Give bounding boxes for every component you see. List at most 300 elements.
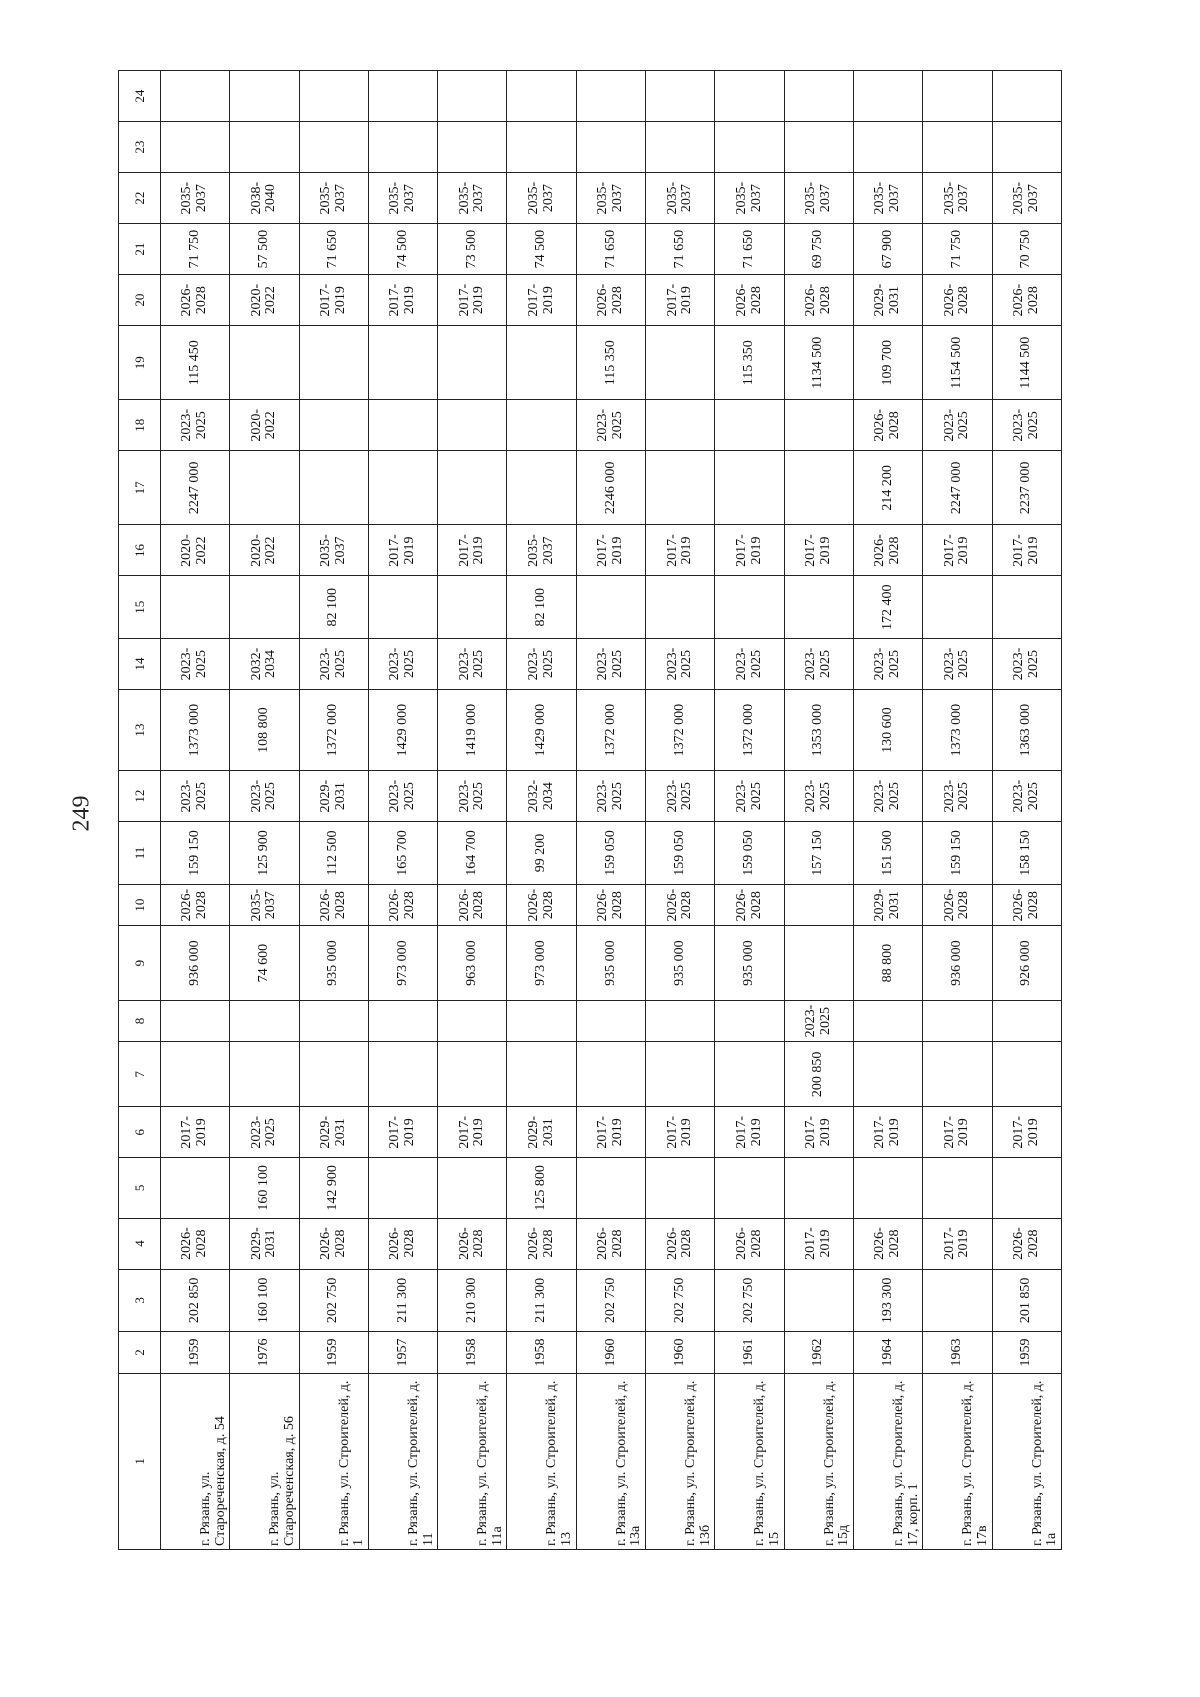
table-cell: 2026- 2028: [715, 884, 784, 926]
table-cell: 2023- 2025: [784, 1000, 853, 1042]
column-number-2: 2: [119, 1332, 161, 1374]
table-cell: 2026- 2028: [576, 1218, 645, 1269]
table-cell: 2026- 2028: [646, 1218, 715, 1269]
table-cell: 157 150: [784, 822, 853, 885]
table-cell: 973 000: [507, 926, 576, 1000]
table-cell: 2023- 2025: [784, 771, 853, 822]
table-cell: 159 050: [576, 822, 645, 885]
table-cell: [161, 1158, 230, 1218]
table-cell: 2035- 2037: [507, 173, 576, 224]
table-cell: 935 000: [715, 926, 784, 1000]
table-row: [438, 71, 507, 1550]
table-cell: 2023- 2025: [923, 400, 992, 451]
table-cell: 2035- 2037: [230, 884, 299, 926]
table-cell: 159 150: [923, 822, 992, 885]
table-cell: 2026- 2028: [784, 275, 853, 326]
table-cell: 74 500: [507, 224, 576, 275]
table-cell: 1154 500: [923, 326, 992, 400]
table-cell: [576, 1158, 645, 1218]
address-cell: г. Рязань, ул. Строителей, д. 13: [507, 1373, 576, 1549]
table-cell: 2023- 2025: [230, 771, 299, 822]
table-cell: 2035- 2037: [507, 525, 576, 576]
table-cell: [715, 451, 784, 525]
table-cell: 69 750: [784, 224, 853, 275]
table-cell: 2029- 2031: [853, 275, 922, 326]
table-cell: [576, 71, 645, 122]
column-number-4: 4: [119, 1218, 161, 1269]
table-cell: 2017- 2019: [368, 525, 437, 576]
column-number-18: 18: [119, 400, 161, 451]
table-cell: 142 900: [299, 1158, 368, 1218]
table-cell: 158 150: [992, 822, 1061, 885]
table-cell: 2029- 2031: [299, 771, 368, 822]
table-row: [230, 71, 299, 1550]
table-cell: [715, 71, 784, 122]
table-cell: 160 100: [230, 1269, 299, 1332]
address-cell: г. Рязань, ул. Старореченская, д. 56: [230, 1373, 299, 1549]
table-cell: 71 650: [576, 224, 645, 275]
table-cell: [784, 71, 853, 122]
table-cell: 2032- 2034: [230, 639, 299, 690]
table-cell: [161, 122, 230, 173]
table-cell: 2026- 2028: [576, 884, 645, 926]
table-cell: 2035- 2037: [299, 525, 368, 576]
table-cell: 2020- 2022: [161, 525, 230, 576]
table-cell: 193 300: [853, 1269, 922, 1332]
table-cell: 125 900: [230, 822, 299, 885]
table-cell: 71 650: [715, 224, 784, 275]
column-number-21: 21: [119, 224, 161, 275]
table-row: [299, 71, 368, 1550]
table-cell: [853, 1158, 922, 1218]
table-cell: [992, 1158, 1061, 1218]
table-cell: 112 500: [299, 822, 368, 885]
table-cell: [784, 1158, 853, 1218]
table-cell: 1144 500: [992, 326, 1061, 400]
column-number-5: 5: [119, 1158, 161, 1218]
column-number-1: 1: [119, 1373, 161, 1549]
table-cell: 2023- 2025: [853, 639, 922, 690]
table-cell: 2023- 2025: [230, 1107, 299, 1158]
table-cell: [438, 71, 507, 122]
table-cell: [438, 451, 507, 525]
page-number: 249: [68, 795, 95, 832]
table-cell: 2029- 2031: [299, 1107, 368, 1158]
column-number-10: 10: [119, 884, 161, 926]
table-cell: 67 900: [853, 224, 922, 275]
table-cell: 2035- 2037: [923, 173, 992, 224]
table-cell: [992, 1000, 1061, 1042]
table-cell: [507, 1042, 576, 1107]
address-cell: г. Рязань, ул. Строителей, д. 17, корп. 1: [853, 1373, 922, 1549]
table-cell: 172 400: [853, 576, 922, 639]
column-number-23: 23: [119, 122, 161, 173]
table-cell: 2023- 2025: [576, 639, 645, 690]
table-cell: 2035- 2037: [576, 173, 645, 224]
column-number-16: 16: [119, 525, 161, 576]
table-cell: [507, 400, 576, 451]
table-cell: 2026- 2028: [923, 275, 992, 326]
table-cell: 2035- 2037: [646, 173, 715, 224]
table-cell: 1959: [299, 1332, 368, 1374]
table-cell: [992, 576, 1061, 639]
table-cell: 200 850: [784, 1042, 853, 1107]
table-cell: 2017- 2019: [576, 525, 645, 576]
table-cell: [299, 326, 368, 400]
table-cell: 1134 500: [784, 326, 853, 400]
table-cell: 1372 000: [299, 690, 368, 771]
table-row: [784, 71, 853, 1550]
column-number-3: 3: [119, 1269, 161, 1332]
table-cell: [230, 576, 299, 639]
table-cell: 202 750: [646, 1269, 715, 1332]
table-cell: [576, 576, 645, 639]
table-row: [992, 71, 1061, 1550]
table-cell: 2017- 2019: [853, 1107, 922, 1158]
table-cell: [646, 1000, 715, 1042]
table-cell: 2017- 2019: [507, 275, 576, 326]
table-cell: 2026- 2028: [438, 884, 507, 926]
table-cell: 115 350: [715, 326, 784, 400]
table-cell: [299, 451, 368, 525]
table-row: [507, 71, 576, 1550]
table-cell: 2026- 2028: [576, 275, 645, 326]
table-cell: 2017- 2019: [646, 1107, 715, 1158]
table-cell: 2038- 2040: [230, 173, 299, 224]
table-cell: [161, 1042, 230, 1107]
column-number-17: 17: [119, 451, 161, 525]
table-cell: 2026- 2028: [438, 1218, 507, 1269]
table-cell: [646, 400, 715, 451]
table-cell: 2237 000: [992, 451, 1061, 525]
table-cell: 2023- 2025: [992, 771, 1061, 822]
table-cell: [784, 400, 853, 451]
table-cell: [230, 451, 299, 525]
table-cell: 1962: [784, 1332, 853, 1374]
table-cell: 109 700: [853, 326, 922, 400]
table-cell: 164 700: [438, 822, 507, 885]
table-cell: 2017- 2019: [715, 1107, 784, 1158]
table-cell: 2017- 2019: [784, 1218, 853, 1269]
table-cell: 202 750: [299, 1269, 368, 1332]
table-cell: 2032- 2034: [507, 771, 576, 822]
table-cell: [853, 1000, 922, 1042]
table-cell: 2017- 2019: [992, 1107, 1061, 1158]
table-cell: 2023- 2025: [161, 400, 230, 451]
table-cell: [507, 71, 576, 122]
address-cell: г. Рязань, ул. Строителей, д. 11: [368, 1373, 437, 1549]
table-cell: 973 000: [368, 926, 437, 1000]
table-cell: 2026- 2028: [853, 1218, 922, 1269]
table-cell: [299, 122, 368, 173]
table-cell: 71 650: [646, 224, 715, 275]
column-number-14: 14: [119, 639, 161, 690]
table-cell: 2026- 2028: [299, 884, 368, 926]
table-cell: 2020- 2022: [230, 525, 299, 576]
table-cell: 202 850: [161, 1269, 230, 1332]
table-cell: 99 200: [507, 822, 576, 885]
table-cell: 2026- 2028: [507, 1218, 576, 1269]
table-cell: [438, 1158, 507, 1218]
table-cell: [161, 71, 230, 122]
table-row: [646, 71, 715, 1550]
table-cell: 71 650: [299, 224, 368, 275]
table-cell: [230, 71, 299, 122]
table-cell: [507, 326, 576, 400]
table-cell: [784, 122, 853, 173]
table-cell: 1964: [853, 1332, 922, 1374]
table-cell: [784, 926, 853, 1000]
address-cell: г. Рязань, ул. Строителей, д. 1а: [992, 1373, 1061, 1549]
table-cell: [161, 1000, 230, 1042]
table-cell: [992, 71, 1061, 122]
table-cell: [368, 576, 437, 639]
table-cell: [992, 122, 1061, 173]
column-number-15: 15: [119, 576, 161, 639]
table-cell: 165 700: [368, 822, 437, 885]
table-cell: 73 500: [438, 224, 507, 275]
table-cell: 2026- 2028: [923, 884, 992, 926]
column-number-7: 7: [119, 1042, 161, 1107]
table-cell: 2020- 2022: [230, 400, 299, 451]
table-cell: 211 300: [368, 1269, 437, 1332]
table-cell: [230, 326, 299, 400]
table-cell: 125 800: [507, 1158, 576, 1218]
table-cell: 2023- 2025: [438, 771, 507, 822]
table-cell: 2035- 2037: [715, 173, 784, 224]
table-row: [853, 71, 922, 1550]
address-cell: г. Рязань, ул. Старореченская, д. 54: [161, 1373, 230, 1549]
table-cell: [438, 326, 507, 400]
table-cell: 82 100: [299, 576, 368, 639]
table-cell: 1959: [992, 1332, 1061, 1374]
table-cell: [646, 576, 715, 639]
address-cell: г. Рязань, ул. Строителей, д. 11а: [438, 1373, 507, 1549]
table-cell: [923, 1158, 992, 1218]
table-row: [715, 71, 784, 1550]
table-cell: 1957: [368, 1332, 437, 1374]
table-cell: [576, 122, 645, 173]
table-cell: [992, 1042, 1061, 1107]
table-cell: [646, 1158, 715, 1218]
table-cell: [576, 1000, 645, 1042]
table-cell: 2035- 2037: [368, 173, 437, 224]
table-cell: 2026- 2028: [992, 1218, 1061, 1269]
table-cell: 2020- 2022: [230, 275, 299, 326]
table-cell: [368, 326, 437, 400]
table-cell: 935 000: [646, 926, 715, 1000]
table-cell: 1963: [923, 1332, 992, 1374]
table-cell: 201 850: [992, 1269, 1061, 1332]
table-cell: 1976: [230, 1332, 299, 1374]
table-cell: 71 750: [923, 224, 992, 275]
table-cell: 2023- 2025: [368, 771, 437, 822]
table-cell: [438, 1000, 507, 1042]
rotated-table-container: [118, 70, 1062, 1550]
column-number-8: 8: [119, 1000, 161, 1042]
table-cell: 2023- 2025: [923, 639, 992, 690]
table-cell: [230, 1042, 299, 1107]
table-cell: [507, 122, 576, 173]
table-cell: [923, 122, 992, 173]
table-cell: [923, 71, 992, 122]
table-cell: [646, 122, 715, 173]
table-cell: 963 000: [438, 926, 507, 1000]
table-cell: [576, 1042, 645, 1107]
table-cell: 1363 000: [992, 690, 1061, 771]
table-cell: [646, 1042, 715, 1107]
table-cell: [784, 884, 853, 926]
table-cell: 2023- 2025: [507, 639, 576, 690]
table-cell: 936 000: [161, 926, 230, 1000]
table-cell: [230, 1000, 299, 1042]
table-cell: 202 750: [576, 1269, 645, 1332]
table-cell: [507, 1000, 576, 1042]
table-cell: [715, 1000, 784, 1042]
column-number-22: 22: [119, 173, 161, 224]
table-cell: 2017- 2019: [923, 1107, 992, 1158]
table-cell: [784, 451, 853, 525]
table-cell: 2026- 2028: [161, 884, 230, 926]
table-cell: 2035- 2037: [992, 173, 1061, 224]
table-cell: [368, 1158, 437, 1218]
table-cell: 2017- 2019: [438, 275, 507, 326]
table-cell: 74 500: [368, 224, 437, 275]
address-cell: г. Рязань, ул. Строителей, д. 15д: [784, 1373, 853, 1549]
table-row: [161, 71, 230, 1550]
table-cell: 2017- 2019: [161, 1107, 230, 1158]
table-cell: 2017- 2019: [923, 525, 992, 576]
table-cell: [923, 576, 992, 639]
table-cell: 71 750: [161, 224, 230, 275]
table-cell: [368, 1042, 437, 1107]
table-cell: 159 150: [161, 822, 230, 885]
table-cell: [438, 576, 507, 639]
table-cell: 160 100: [230, 1158, 299, 1218]
table-cell: 2023- 2025: [161, 771, 230, 822]
table-cell: 2026- 2028: [646, 884, 715, 926]
table-cell: 159 050: [715, 822, 784, 885]
table-cell: 2017- 2019: [784, 525, 853, 576]
table-cell: 2035- 2037: [784, 173, 853, 224]
table-cell: 1372 000: [715, 690, 784, 771]
table-cell: [368, 451, 437, 525]
table-cell: [438, 400, 507, 451]
table-cell: [646, 326, 715, 400]
table-cell: 2017- 2019: [438, 1107, 507, 1158]
column-number-9: 9: [119, 926, 161, 1000]
table-cell: 214 200: [853, 451, 922, 525]
table-cell: [853, 122, 922, 173]
table-cell: 151 500: [853, 822, 922, 885]
table-cell: 1353 000: [784, 690, 853, 771]
table-cell: 2017- 2019: [992, 525, 1061, 576]
address-cell: г. Рязань, ул. Строителей, д. 1: [299, 1373, 368, 1549]
address-cell: г. Рязань, ул. Строителей, д. 13б: [646, 1373, 715, 1549]
table-cell: 2026- 2028: [992, 275, 1061, 326]
table-cell: 2023- 2025: [646, 771, 715, 822]
table-cell: 2026- 2028: [161, 275, 230, 326]
table-cell: [299, 400, 368, 451]
column-number-20: 20: [119, 275, 161, 326]
table-cell: [715, 1158, 784, 1218]
table-cell: 1373 000: [161, 690, 230, 771]
table-cell: [853, 71, 922, 122]
column-number-19: 19: [119, 326, 161, 400]
table-cell: 1958: [507, 1332, 576, 1374]
table-cell: 115 450: [161, 326, 230, 400]
table-cell: 57 500: [230, 224, 299, 275]
table-cell: [784, 576, 853, 639]
table-cell: 2023- 2025: [299, 639, 368, 690]
table-cell: 2026- 2028: [853, 525, 922, 576]
table-cell: 1958: [438, 1332, 507, 1374]
table-cell: 1373 000: [923, 690, 992, 771]
table-cell: [715, 1042, 784, 1107]
table-cell: [299, 1000, 368, 1042]
table-cell: 2023- 2025: [161, 639, 230, 690]
table-cell: [368, 400, 437, 451]
table-cell: 935 000: [576, 926, 645, 1000]
table-cell: 115 350: [576, 326, 645, 400]
table-cell: 1429 000: [507, 690, 576, 771]
table-cell: [368, 71, 437, 122]
table-cell: [646, 451, 715, 525]
table-cell: [438, 122, 507, 173]
column-number-13: 13: [119, 690, 161, 771]
table-cell: 211 300: [507, 1269, 576, 1332]
table-cell: [715, 576, 784, 639]
table-cell: 2017- 2019: [784, 1107, 853, 1158]
address-cell: г. Рязань, ул. Строителей, д. 13а: [576, 1373, 645, 1549]
table-cell: 2026- 2028: [715, 275, 784, 326]
table-cell: 2023- 2025: [853, 771, 922, 822]
table-cell: 1372 000: [646, 690, 715, 771]
table-cell: 2035- 2037: [853, 173, 922, 224]
table-cell: 202 750: [715, 1269, 784, 1332]
table-cell: 1960: [576, 1332, 645, 1374]
table-cell: 2023- 2025: [646, 639, 715, 690]
table-cell: 1372 000: [576, 690, 645, 771]
table-cell: 2023- 2025: [438, 639, 507, 690]
table-cell: 2017- 2019: [368, 275, 437, 326]
column-number-11: 11: [119, 822, 161, 885]
table-cell: 2035- 2037: [161, 173, 230, 224]
table-cell: 159 050: [646, 822, 715, 885]
table-cell: 70 750: [992, 224, 1061, 275]
table-cell: [299, 71, 368, 122]
table-cell: 2247 000: [161, 451, 230, 525]
table-cell: 2029- 2031: [507, 1107, 576, 1158]
table-cell: 2029- 2031: [230, 1218, 299, 1269]
table-cell: 2017- 2019: [438, 525, 507, 576]
table-cell: 2023- 2025: [992, 639, 1061, 690]
table-cell: [507, 451, 576, 525]
table-cell: 2026- 2028: [507, 884, 576, 926]
table-cell: 2026- 2028: [853, 400, 922, 451]
table-cell: 108 800: [230, 690, 299, 771]
table-cell: [923, 1000, 992, 1042]
table-cell: 2035- 2037: [438, 173, 507, 224]
table-cell: 2026- 2028: [992, 884, 1061, 926]
table-cell: 2023- 2025: [715, 639, 784, 690]
table-cell: 926 000: [992, 926, 1061, 1000]
table-cell: 2026- 2028: [715, 1218, 784, 1269]
table-cell: 2023- 2025: [923, 771, 992, 822]
address-cell: г. Рязань, ул. Строителей, д. 15: [715, 1373, 784, 1549]
table-cell: 2026- 2028: [161, 1218, 230, 1269]
table-cell: 2017- 2019: [715, 525, 784, 576]
